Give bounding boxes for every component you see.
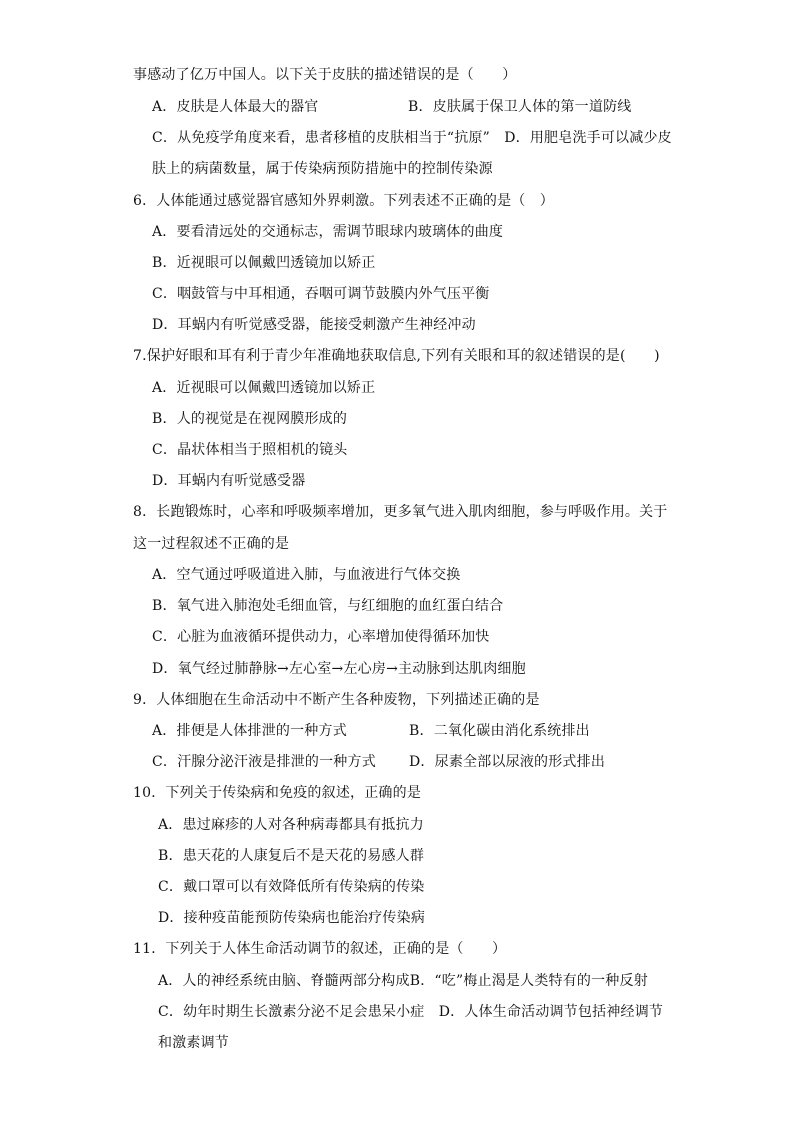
q7-stem: 7.保护好眼和耳有利于青少年准确地获取信息,下列有关眼和耳的叙述错误的是( )	[133, 348, 660, 364]
q8-option-d: D．氧气经过肺静脉→左心室→左心房→主动脉到达肌肉细胞	[152, 661, 526, 677]
q6-stem: 6．人体能通过感觉器官感知外界刺激。下列表述不正确的是（ ）	[133, 193, 554, 209]
q7-option-a: A．近视眼可以佩戴凹透镜加以矫正	[152, 380, 376, 396]
q9-option-a: A．排便是人体排泄的一种方式	[152, 723, 347, 739]
q10-stem: 10．下列关于传染病和免疫的叙述，正确的是	[133, 785, 422, 801]
q8-option-b: B．氧气进入肺泡处毛细血管，与红细胞的血红蛋白结合	[152, 598, 504, 614]
q5-stem-cont: 事感动了亿万中国人。以下关于皮肤的描述错误的是（ ）	[133, 67, 517, 83]
q8-option-a: A．空气通过呼吸道进入肺，与血液进行气体交换	[152, 567, 461, 583]
q6-option-b: B．近视眼可以佩戴凹透镜加以矫正	[152, 255, 376, 271]
q6-option-a: A．要看清远处的交通标志，需调节眼球内玻璃体的曲度	[152, 224, 504, 240]
q11-option-d-cont: 和激素调节	[158, 1035, 229, 1051]
q8-stem-cont: 这一过程叙述不正确的是	[133, 536, 290, 552]
q5-option-d-cont: 肤上的病菌数量，属于传染病预防措施中的控制传染源	[152, 161, 493, 177]
q11-option-c-d: C．幼年时期生长激素分泌不足会患呆小症 D．人体生命活动调节包括神经调节	[158, 1004, 664, 1020]
q9-option-c: C．汗腺分泌汗液是排泄的一种方式	[152, 754, 376, 770]
q9-stem: 9．人体细胞在生命活动中不断产生各种废物，下列描述正确的是	[133, 692, 540, 708]
q10-option-b: B．患天花的人康复后不是天花的易感人群	[158, 848, 425, 864]
q9-option-b: B．二氧化碳由消化系统排出	[409, 723, 590, 739]
q5-option-a: A．皮肤是人体最大的器官	[152, 99, 319, 115]
q7-option-b: B．人的视觉是在视网膜形成的	[152, 411, 348, 427]
q11-stem: 11．下列关于人体生命活动调节的叙述，正确的是（ ）	[133, 941, 507, 957]
q10-option-d: D．接种疫苗能预防传染病也能治疗传染病	[158, 910, 426, 926]
q7-option-d: D．耳蜗内有听觉感受器	[152, 473, 306, 489]
q6-option-c: C．咽鼓管与中耳相通，吞咽可调节鼓膜内外气压平衡	[152, 286, 490, 302]
q8-stem: 8．长跑锻炼时，心率和呼吸频率增加，更多氧气进入肌肉细胞，参与呼吸作用。关于	[133, 504, 668, 520]
q7-option-c: C．晶状体相当于照相机的镜头	[152, 442, 348, 458]
q11-option-a-b: A．人的神经系统由脑、脊髓两部分构成B．“吃”梅止渴是人类特有的一种反射	[158, 973, 648, 989]
q10-option-c: C．戴口罩可以有效降低所有传染病的传染	[158, 879, 425, 895]
q6-option-d: D．耳蜗内有听觉感受器，能接受刺激产生神经冲动	[152, 317, 476, 333]
q8-option-c: C．心脏为血液循环提供动力，心率增加使得循环加快	[152, 629, 490, 645]
q5-option-c-d: C．从免疫学角度来看，患者移植的皮肤相当于“抗原” D．用肥皂洗手可以减少皮	[152, 130, 672, 146]
q10-option-a: A．患过麻疹的人对各种病毒都具有抵抗力	[158, 817, 424, 833]
q5-option-b: B．皮肤属于保卫人体的第一道防线	[408, 99, 632, 115]
q9-option-d: D．尿素全部以尿液的形式排出	[409, 754, 606, 770]
